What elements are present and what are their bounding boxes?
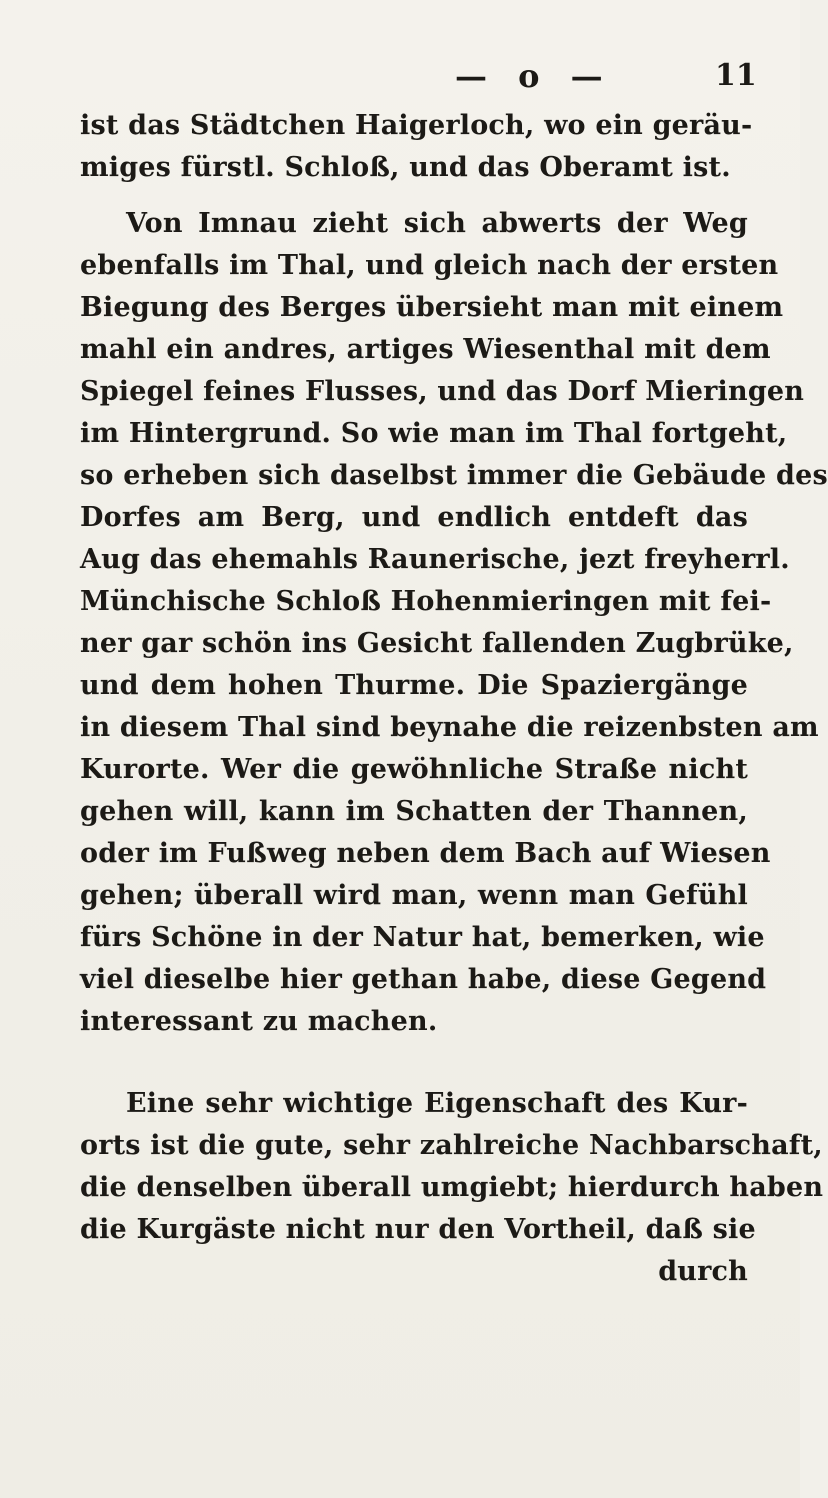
text-line: oder im Fußweg neben dem Bach auf Wiesen bbox=[80, 838, 771, 869]
body-text bbox=[80, 105, 828, 1293]
text-line: die denselben überall umgiebt; hierdurch haben bbox=[80, 1172, 824, 1203]
text-line: und dem hohen Thurme. Die Spaziergänge bbox=[80, 670, 748, 701]
text-line: ebenfalls im Thal, und gleich nach der ersten bbox=[80, 250, 779, 281]
paragraph-gap bbox=[80, 1043, 748, 1083]
text-line: die Kurgäste nicht nur den Vortheil, daß sie bbox=[80, 1214, 756, 1245]
text-line: interessant zu machen. bbox=[80, 1006, 438, 1037]
text-line: Dorfes am Berg, und endlich entdeft das bbox=[80, 502, 748, 533]
text-line: ner gar schön ins Gesicht fallenden Zugbrüke, bbox=[80, 628, 794, 659]
page-header bbox=[0, 52, 800, 95]
text-line: so erheben sich daselbst immer die Gebäude des bbox=[80, 460, 828, 491]
header-ornament: — o — bbox=[455, 57, 613, 95]
text-line: ist das Städtchen Haigerloch, wo ein geräu- bbox=[80, 110, 753, 141]
paragraph-gap bbox=[80, 189, 748, 203]
text-line: im Hintergrund. So wie man im Thal fortgeht, bbox=[80, 418, 788, 449]
text-line: Aug das ehemahls Raunerische, jezt freyherrl. bbox=[80, 544, 790, 575]
text-line: viel dieselbe hier gethan habe, diese Gegend bbox=[80, 964, 767, 995]
page-number: 11 bbox=[715, 58, 757, 93]
text-line: Spiegel feines Flusses, und das Dorf Mieringen bbox=[80, 376, 805, 407]
text-line: gehen will, kann im Schatten der Thannen, bbox=[80, 796, 748, 827]
catchword: durch bbox=[658, 1256, 748, 1287]
text-line: orts ist die gute, sehr zahlreiche Nachbarschaft, bbox=[80, 1130, 823, 1161]
text-line: Biegung des Berges übersieht man mit einem bbox=[80, 292, 784, 323]
text-line: gehen; überall wird man, wenn man Gefühl bbox=[80, 880, 748, 911]
text-line: Eine sehr wichtige Eigenschaft des Kur- bbox=[126, 1088, 748, 1119]
text-line: Münchische Schloß Hohenmieringen mit fei- bbox=[80, 586, 772, 617]
text-line: Von Imnau zieht sich abwerts der Weg bbox=[126, 208, 748, 239]
text-line: fürs Schöne in der Natur hat, bemerken, wie bbox=[80, 922, 765, 953]
text-line: mahl ein andres, artiges Wiesenthal mit dem bbox=[80, 334, 771, 365]
text-line: in diesem Thal sind beynahe die reizenbsten am bbox=[80, 712, 819, 743]
text-line: Kurorte. Wer die gewöhnliche Straße nicht bbox=[80, 754, 748, 785]
text-line: miges fürstl. Schloß, und das Oberamt ist. bbox=[80, 152, 731, 183]
